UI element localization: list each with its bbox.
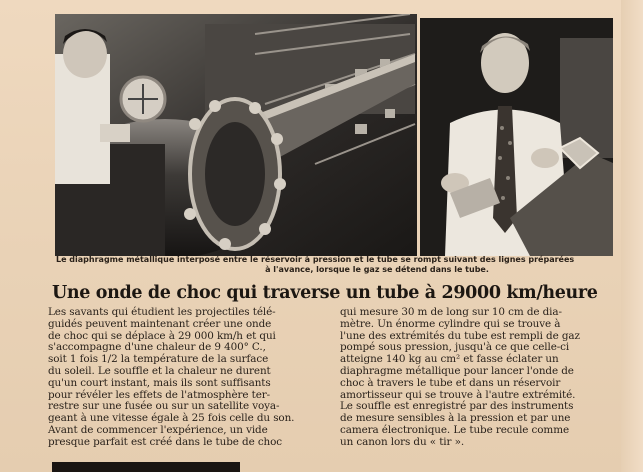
text-line: du soleil. Le souffle et la chaleur ne durent xyxy=(48,364,271,377)
text-line: un canon lors du « tir ». xyxy=(340,435,465,448)
text-line: presque parfait est créé dans le tube de choc xyxy=(48,435,283,448)
text-line: restre sur une fusée ou sur un satellite voya- xyxy=(48,400,280,413)
caption-line-2: à l'avance, lorsque le gaz se détend dans le tube. xyxy=(265,265,489,274)
page-edge xyxy=(621,0,643,472)
text-line: Les savants qui étudient les projectiles télé- xyxy=(48,306,276,318)
text-line: amortisseur qui se trouve à l'autre extrémité. xyxy=(340,388,576,401)
text-line: geant à une vitesse égale à 25 fois celle du son. xyxy=(48,412,295,425)
text-line: pour révéler les effets de l'atmosphère ter- xyxy=(48,388,271,401)
article-column-right xyxy=(340,307,610,449)
article-headline: Une onde de choc qui traverse un tube à 29000 km/heure xyxy=(52,283,598,303)
text-line: de mesure sensibles à la pression et par une xyxy=(340,412,571,425)
text-line: s'accompagne d'une chaleur de 9 400° C., xyxy=(48,341,266,354)
photo-scientist-with-diaphragm xyxy=(420,18,613,256)
text-line: camera électronique. Le tube recule comme xyxy=(340,423,569,436)
text-line: qu'un court instant, mais ils sont suffisants xyxy=(48,376,271,389)
text-line: guidés peuvent maintenant créer une onde xyxy=(48,317,272,330)
text-line: mètre. Un énorme cylindre qui se trouve à xyxy=(340,317,561,330)
photo-caption xyxy=(56,255,608,275)
text-line: de choc qui se déplace à 29 000 km/h et qui xyxy=(48,329,276,342)
text-line: Avant de commencer l'expérience, un vide xyxy=(48,423,268,436)
text-line: soit 1 fois 1/2 la température de la surface xyxy=(48,353,269,366)
article-column-left xyxy=(48,307,333,449)
photo-shock-tube-diaphragm xyxy=(55,14,417,256)
text-line: pompé sous pression, jusqu'à ce que celle-ci xyxy=(340,341,570,354)
next-article-bar xyxy=(52,462,240,472)
text-line: choc à travers le tube et dans un réservoir xyxy=(340,376,561,389)
text-line: atteigne 140 kg au cm² et fasse éclater un xyxy=(340,353,559,366)
text-line: qui mesure 30 m de long sur 10 cm de dia- xyxy=(340,306,562,318)
caption-line-1: Le diaphragme métallique interposé entre le réservoir à pression et le tube se rompt suivant des lignes préparées xyxy=(56,255,575,264)
text-line: Le souffle est enregistré par des instruments xyxy=(340,400,574,413)
text-line: l'une des extrémités du tube est rempli de gaz xyxy=(340,329,580,342)
text-line: diaphragme métallique pour lancer l'onde de xyxy=(340,364,574,377)
